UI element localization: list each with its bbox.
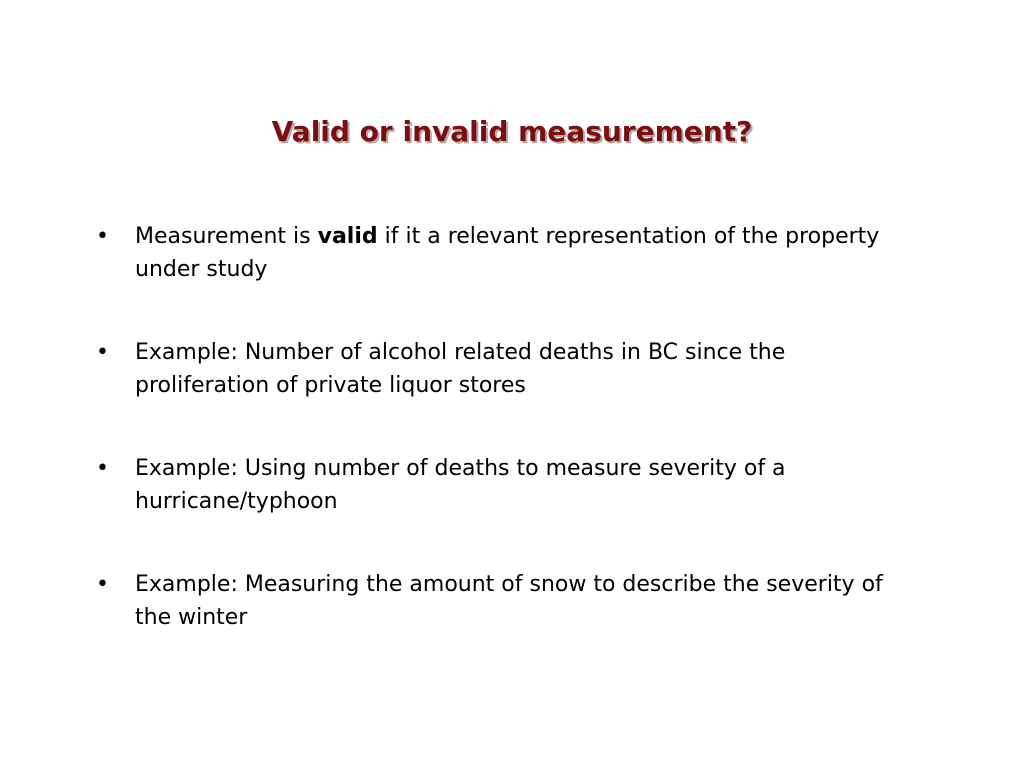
bullet-text — [135, 224, 879, 282]
bullet-marker: • — [96, 456, 109, 481]
bullet-text-before: Measurement is — [135, 224, 318, 249]
bullet-list — [96, 220, 896, 684]
bullet-text-after: if it a relevant representation of the property under study — [135, 224, 880, 282]
bullet-text — [135, 340, 785, 398]
bullet-marker: • — [96, 572, 109, 597]
bullet-item — [96, 220, 896, 286]
bullet-text-before: Example: Using number of deaths to measure severity of a hurricane/typhoon — [135, 456, 786, 514]
bullet-text — [135, 572, 883, 630]
slide-title: Valid or invalid measurement? — [271, 115, 753, 148]
bullet-text-bold: valid — [317, 224, 378, 249]
bullet-item — [96, 568, 896, 634]
bullet-marker: • — [96, 340, 109, 365]
bullet-marker: • — [96, 224, 109, 249]
bullet-item — [96, 336, 896, 402]
bullet-text-before: Example: Number of alcohol related deaths in BC since the proliferation of private liquor stores — [135, 340, 786, 398]
bullet-text-before: Example: Measuring the amount of snow to describe the severity of the winter — [135, 572, 883, 630]
bullet-item — [96, 452, 896, 518]
bullet-text — [135, 456, 786, 514]
